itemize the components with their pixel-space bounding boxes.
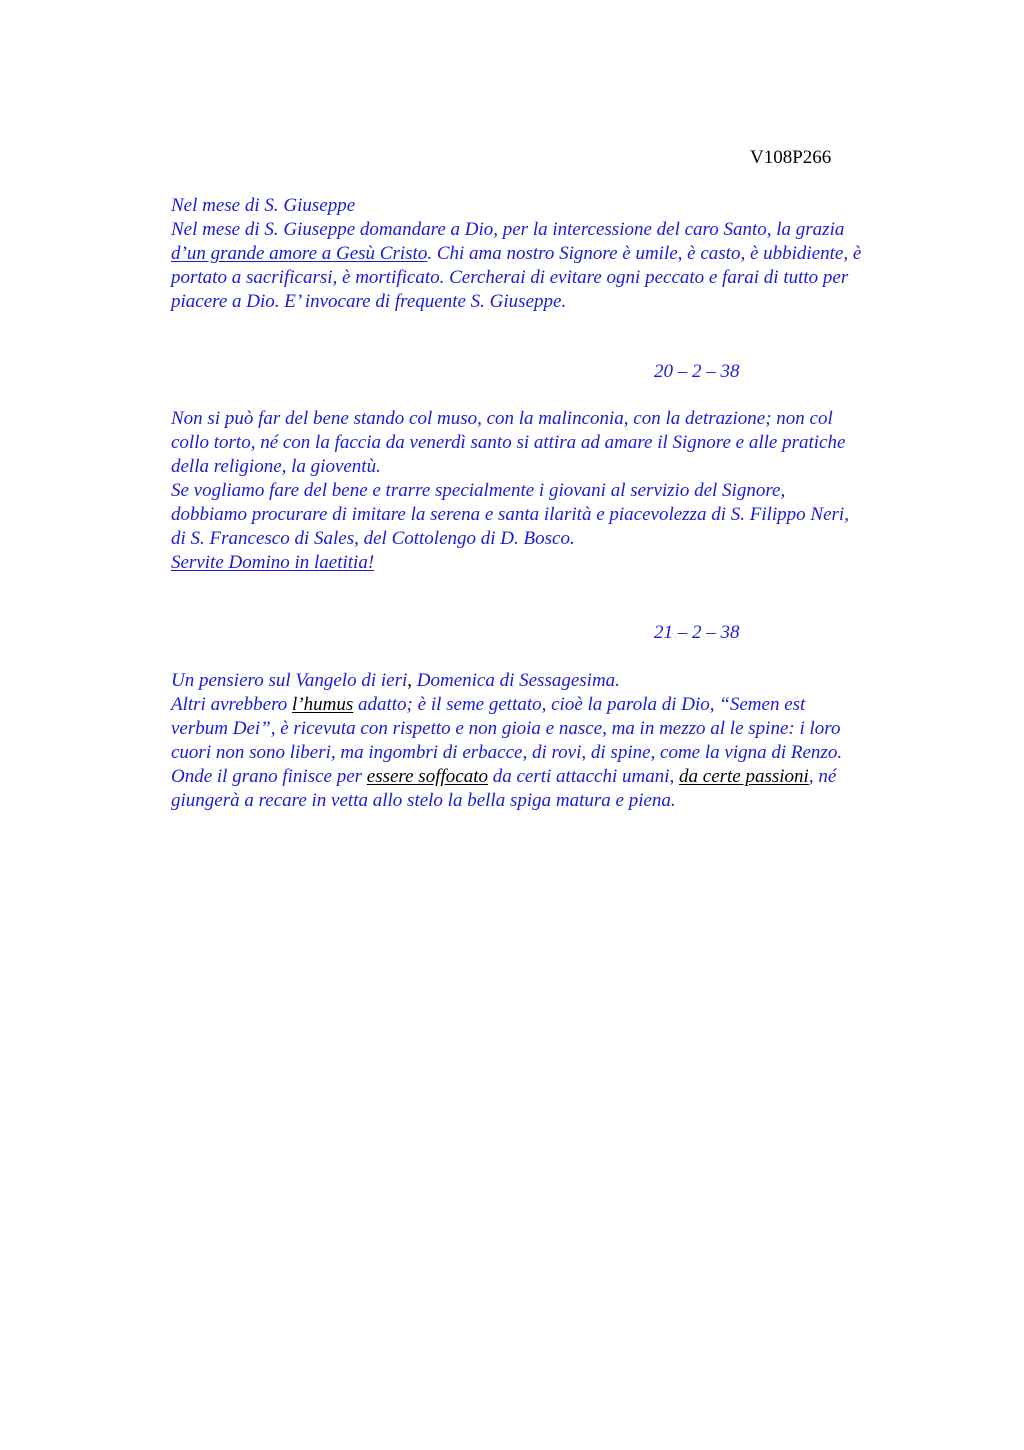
entry-cheerfulness bbox=[171, 407, 931, 575]
entry-march-san-giuseppe bbox=[171, 194, 931, 314]
entry-text-fragment: , né bbox=[808, 766, 837, 787]
page-code: V108P266 bbox=[750, 147, 832, 168]
underlined-phrase: Servite Domino in laetitia! bbox=[171, 552, 375, 573]
underlined-phrase: essere soffocato bbox=[366, 766, 488, 787]
entry-date: 20 – 2 – 38 bbox=[654, 361, 740, 382]
entry-text-line bbox=[171, 765, 931, 789]
entry-text-line: collo torto, né con la faccia da venerdì santo si attira ad amare il Signore e alle pratiche bbox=[171, 432, 846, 453]
underlined-phrase: d’un grande amore a Gesù Cristo bbox=[171, 243, 428, 264]
entry-text-fragment: . Chi ama nostro Signore è umile, è casto, è ubbidiente, è bbox=[427, 243, 862, 264]
entry-text-line: verbum Dei”, è ricevuta con rispetto e non gioia e nasce, ma in mezzo al le spine: i loro bbox=[171, 718, 841, 739]
entry-text-fragment: , bbox=[407, 670, 412, 691]
underlined-phrase: da certe passioni bbox=[679, 766, 809, 787]
entry-text-fragment: Domenica di Sessagesima. bbox=[412, 670, 620, 691]
entry-text-fragment: adatto; è il seme gettato, cioè la parola di Dio, “Semen est bbox=[353, 694, 806, 715]
entry-text-line bbox=[171, 693, 931, 717]
entry-title: Nel mese di S. Giuseppe bbox=[171, 195, 356, 216]
entry-text-line bbox=[171, 669, 931, 693]
entry-text-line: di S. Francesco di Sales, del Cottolengo di D. Bosco. bbox=[171, 528, 575, 549]
entry-text-line: Non si può far del bene stando col muso, con la malinconia, con la detrazione; non col bbox=[171, 408, 833, 429]
entry-text-line: portato a sacrificarsi, è mortificato. Cercherai di evitare ogni peccato e farai di tutto per bbox=[171, 267, 849, 288]
entry-gospel-sexagesima bbox=[171, 669, 931, 813]
entry-text-fragment: da certi attacchi umani, bbox=[487, 766, 680, 787]
entry-text-line: Se vogliamo fare del bene e trarre specialmente i giovani al servizio del Signore, bbox=[171, 480, 786, 501]
underlined-phrase: l’humus bbox=[292, 694, 354, 715]
entry-text-fragment: Altri avrebbero bbox=[171, 694, 293, 715]
entry-text-fragment: Un pensiero sul Vangelo di ieri bbox=[171, 670, 408, 691]
entry-text-line: Nel mese di S. Giuseppe domandare a Dio, per la intercessione del caro Santo, la grazia bbox=[171, 219, 845, 240]
entry-text-line: piacere a Dio. E’ invocare di frequente S. Giuseppe. bbox=[171, 291, 567, 312]
entry-text-line: dobbiamo procurare di imitare la serena e santa ilarità e piacevolezza di S. Filippo Neri, bbox=[171, 504, 849, 525]
entry-text-line: giungerà a recare in vetta allo stelo la bella spiga matura e piena. bbox=[171, 790, 676, 811]
entry-text-line: cuori non sono liberi, ma ingombri di erbacce, di rovi, di spine, come la vigna di Renzo. bbox=[171, 742, 843, 763]
entry-text-fragment: Onde il grano finisce per bbox=[171, 766, 367, 787]
entry-text-line bbox=[171, 242, 931, 266]
entry-text-line: della religione, la gioventù. bbox=[171, 456, 381, 477]
entry-date: 21 – 2 – 38 bbox=[654, 622, 740, 643]
entry-text-line bbox=[171, 551, 931, 575]
